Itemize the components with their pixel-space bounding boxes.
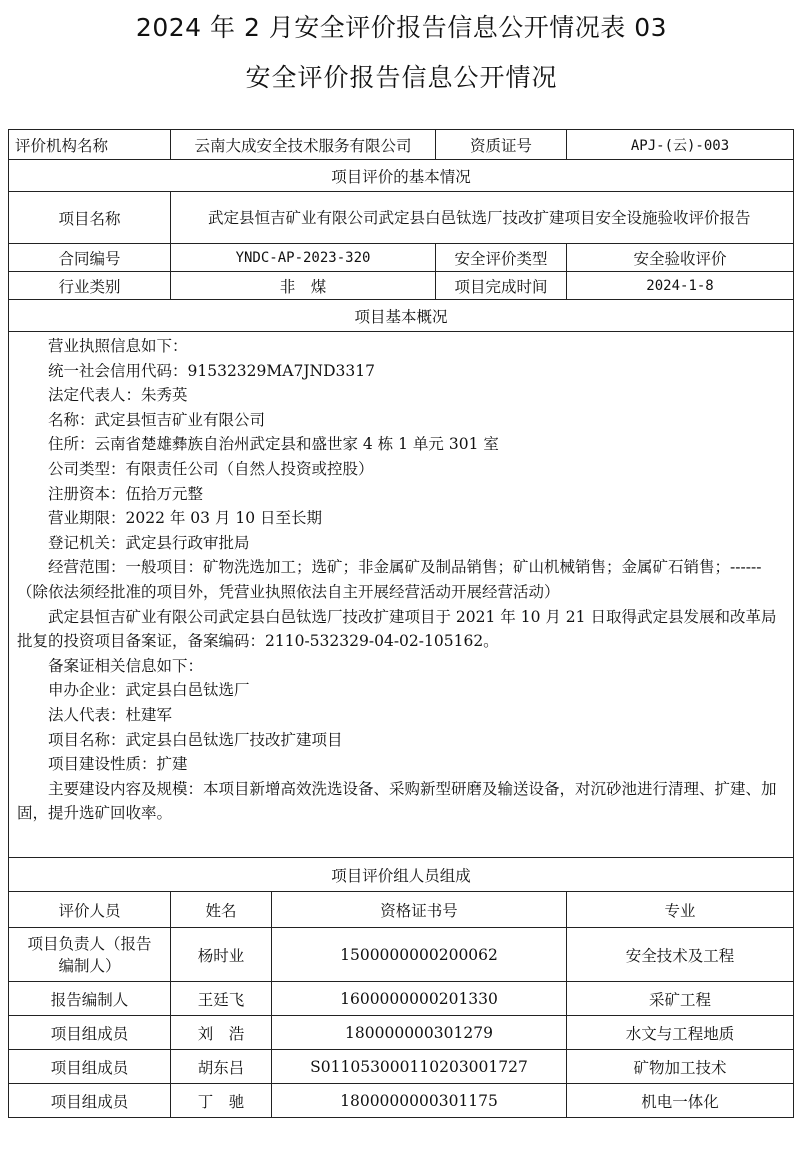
member-name: 杨时业 — [171, 928, 272, 982]
overview-line: 法定代表人：朱秀英 — [48, 386, 188, 405]
finish-value: 2024-1-8 — [567, 272, 794, 300]
table-row — [9, 982, 794, 1016]
overview-line: 名称：武定县恒吉矿业有限公司 — [48, 410, 266, 429]
member-cert: 180000000301279 — [272, 1016, 567, 1050]
contract-row — [9, 244, 794, 272]
overview-row — [9, 332, 794, 858]
overview-line: 住所：云南省楚雄彝族自治州武定县和盛世家 4 栋 1 单元 301 室 — [48, 435, 499, 454]
project-name-row — [9, 192, 794, 244]
org-value: 云南大成安全技术服务有限公司 — [171, 130, 436, 160]
eval-type-label: 安全评价类型 — [436, 244, 567, 272]
team-section-title: 项目评价组人员组成 — [9, 858, 794, 892]
overview-line: 主要建设内容及规模：本项目新增高效洗选设备、采购新型研磨及输送设备，对沉砂池进行清理、扩建、加固，提升选矿回收率。 — [17, 779, 777, 823]
org-label: 评价机构名称 — [9, 130, 171, 160]
project-name-value: 武定县恒吉矿业有限公司武定县白邑钛选厂技改扩建项目安全设施验收评价报告 — [171, 192, 794, 244]
overview-line: 武定县恒吉矿业有限公司武定县白邑钛选厂技改扩建项目于 2021 年 10 月 21 日取得武定县发展和改革局批复的投资项目备案证，备案编码：2110-532329-04-02-105162。 — [17, 607, 777, 651]
eval-type-value: 安全验收评价 — [567, 244, 794, 272]
member-role: 报告编制人 — [9, 982, 171, 1016]
member-cert: 1500000000200062 — [272, 928, 567, 982]
document-subtitle: 安全评价报告信息公开情况 — [245, 63, 558, 92]
overview-line: 营业执照信息如下： — [48, 337, 188, 355]
team-col-cert: 资格证书号 — [272, 892, 567, 928]
member-role: 项目组成员 — [9, 1084, 171, 1118]
overview-section-row — [9, 300, 794, 332]
member-name: 胡东吕 — [171, 1050, 272, 1084]
cert-value: APJ-(云)-003 — [567, 130, 794, 160]
finish-label: 项目完成时间 — [436, 272, 567, 300]
contract-value: YNDC-AP-2023-320 — [171, 244, 436, 272]
overview-line: 营业期限：2022 年 03 月 10 日至长期 — [48, 509, 323, 528]
member-major: 水文与工程地质 — [567, 1016, 794, 1050]
overview-line: 备案证相关信息如下： — [48, 656, 204, 675]
overview-line: 项目名称：武定县白邑钛选厂技改扩建项目 — [48, 730, 343, 749]
basic-section-row — [9, 160, 794, 192]
member-role: 项目组成员 — [9, 1050, 171, 1084]
member-cert: 1800000000301175 — [272, 1084, 567, 1118]
basic-section-title: 项目评价的基本情况 — [9, 160, 794, 192]
member-major: 矿物加工技术 — [567, 1050, 794, 1084]
industry-row — [9, 272, 794, 300]
team-header-row — [9, 892, 794, 928]
team-col-name: 姓名 — [171, 892, 272, 928]
overview-line: 统一社会信用代码：91532329MA7JND3317 — [48, 361, 375, 380]
table-row — [9, 928, 794, 982]
overview-line: 登记机关：武定县行政审批局 — [48, 533, 250, 552]
org-row — [9, 130, 794, 160]
member-role: 项目负责人（报告编制人） — [9, 928, 171, 982]
overview-section-title: 项目基本概况 — [9, 300, 794, 332]
member-role: 项目组成员 — [9, 1016, 171, 1050]
table-row — [9, 1050, 794, 1084]
member-name: 王廷飞 — [171, 982, 272, 1016]
member-major: 安全技术及工程 — [567, 928, 794, 982]
cert-label: 资质证号 — [436, 130, 567, 160]
overview-text — [9, 332, 794, 858]
project-name-label: 项目名称 — [9, 192, 171, 244]
industry-value: 非 煤 — [171, 272, 436, 300]
overview-line: 注册资本：伍拾万元整 — [48, 484, 204, 503]
overview-line: 项目建设性质：扩建 — [48, 755, 188, 774]
member-cert: 1600000000201330 — [272, 982, 567, 1016]
member-name: 丁 驰 — [171, 1084, 272, 1118]
team-col-major: 专业 — [567, 892, 794, 928]
industry-label: 行业类别 — [9, 272, 171, 300]
team-section-row — [9, 858, 794, 892]
document-title: 2024 年 2 月安全评价报告信息公开情况表 03 — [135, 13, 668, 42]
overview-line: 经营范围：一般项目：矿物洗选加工；选矿；非金属矿及制品销售；矿山机械销售；金属矿石销售；------（除依法须经批准的项目外，凭营业执照依法自主开展经营活动开展经营活动） — [17, 558, 762, 601]
table-row — [9, 1084, 794, 1118]
member-cert: S011053000110203001727 — [272, 1050, 567, 1084]
member-name: 刘 浩 — [171, 1016, 272, 1050]
overview-line: 法人代表：杜建军 — [48, 705, 173, 724]
team-col-role: 评价人员 — [9, 892, 171, 928]
overview-line: 申办企业：武定县白邑钛选厂 — [48, 681, 250, 700]
contract-label: 合同编号 — [9, 244, 171, 272]
overview-line: 公司类型：有限责任公司（自然人投资或控股） — [48, 459, 374, 478]
table-row — [9, 1016, 794, 1050]
member-major: 机电一体化 — [567, 1084, 794, 1118]
disclosure-table — [8, 129, 794, 1118]
member-major: 采矿工程 — [567, 982, 794, 1016]
